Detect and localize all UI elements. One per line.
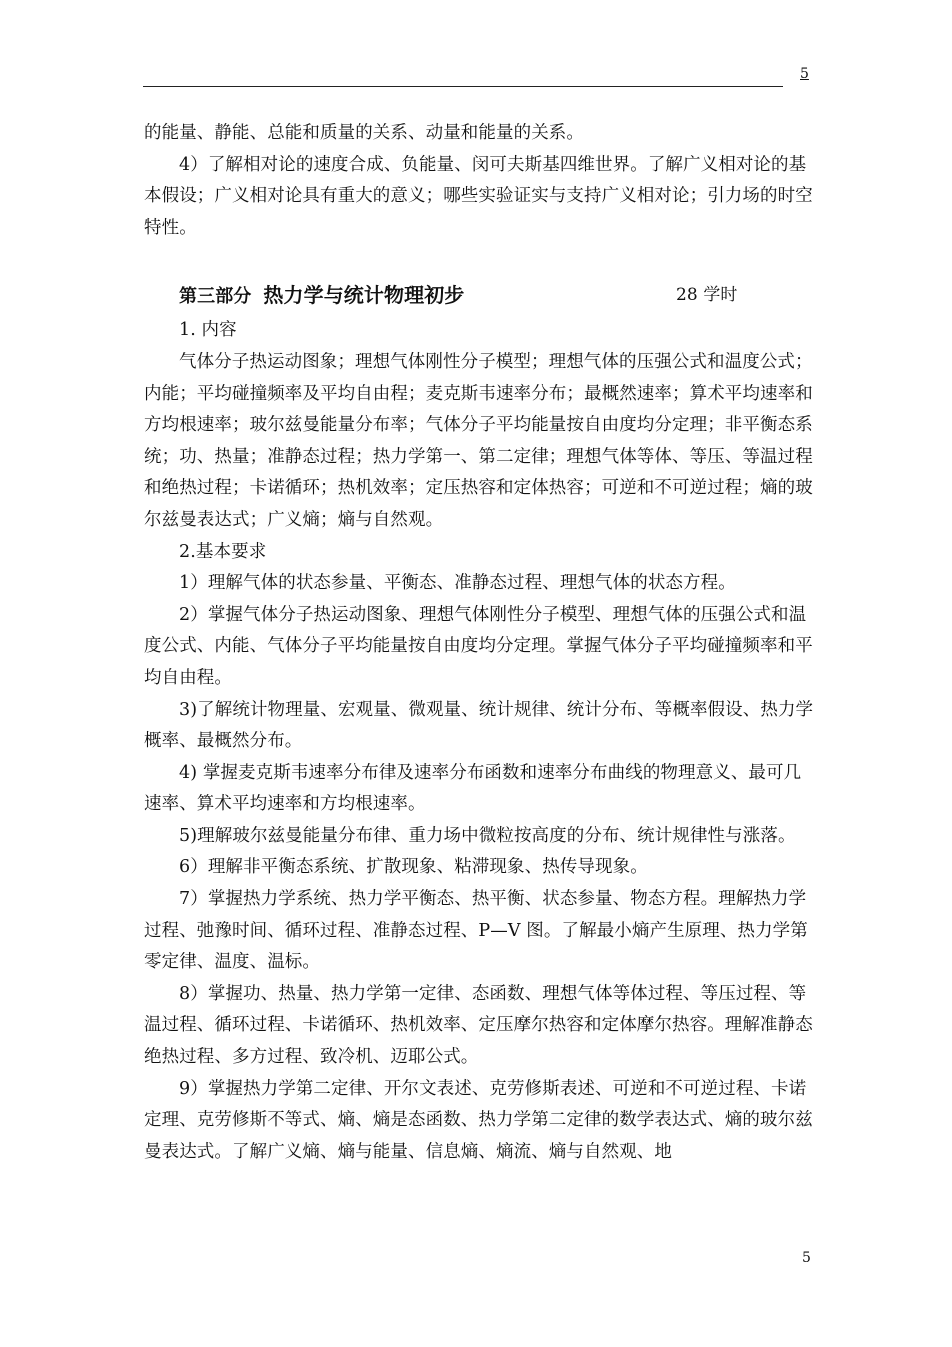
- section-part-label: 第三部分: [179, 286, 252, 308]
- paragraph: 2.基本要求: [179, 541, 267, 562]
- paragraph: 1. 内容: [179, 320, 237, 341]
- paragraph: 5)理解玻尔兹曼能量分布律、重力场中微粒按高度的分布、统计规律性与涨落。: [179, 825, 796, 846]
- paragraph: 7）掌握热力学系统、热力学平衡态、热平衡、状态参量、物态方程。理解热力学过程、弛豫时间、循环过程、准静态过程、P—V 图。了解最小熵产生原理、热力学第零定律、温度、温标。: [144, 889, 808, 973]
- paragraph: 4) 掌握麦克斯韦速率分布律及速率分布函数和速率分布曲线的物理意义、最可几速率、算术平均速率和方均根速率。: [144, 762, 802, 815]
- paragraph: 气体分子热运动图象；理想气体刚性分子模型；理想气体的压强公式和温度公式；内能；平均碰撞频率及平均自由程；麦克斯韦速率分布；最概然速率；算术平均速率和方均根速率；玻尔兹曼能量分布率；气体分子平均能量按自由度均分定理；非平衡态系统；功、热量；准静态过程；热力学第一、第二定律；理想气体等体、等压、等温过程和绝热过程；卡诺循环；热机效率；定压热容和定体热容；可逆和不可逆过程；熵的玻尔兹曼表达式；广义熵；熵与自然观。: [144, 351, 813, 530]
- page-body: [144, 118, 814, 1168]
- paragraph: 8）掌握功、热量、热力学第一定律、态函数、理想气体等体过程、等压过程、等温过程、循环过程、卡诺循环、热机效率、定压摩尔热容和定体摩尔热容。理解准静态绝热过程、多方过程、致冷机、迈耶公式。: [144, 983, 813, 1068]
- footer-page-number: 5: [802, 1250, 811, 1266]
- paragraph: 6）理解非平衡态系统、扩散现象、粘滞现象、热传导现象。: [179, 857, 648, 878]
- section-heading: [144, 280, 814, 314]
- paragraph: 9）掌握热力学第二定律、开尔文表述、克劳修斯表述、可逆和不可逆过程、卡诺定理、克劳修斯不等式、熵、熵是态函数、热力学第二定律的数学表达式、熵的玻尔兹曼表达式。了解广义熵、熵与能量、信息熵、熵流、熵与自然观、地: [144, 1078, 813, 1162]
- section-hours: 28 学时: [676, 285, 738, 306]
- header-rule: [143, 86, 783, 87]
- paragraph: 1）理解气体的状态参量、平衡态、准静态过程、理想气体的状态方程。: [179, 573, 736, 594]
- paragraph: 的能量、静能、总能和质量的关系、动量和能量的关系。: [144, 123, 584, 143]
- header-page-number: 5: [800, 66, 809, 82]
- paragraph: 2）掌握气体分子热运动图象、理想气体刚性分子模型、理想气体的压强公式和温度公式、内能、气体分子平均能量按自由度均分定理。掌握气体分子平均碰撞频率和平均自由程。: [144, 604, 813, 688]
- paragraph: 4）了解相对论的速度合成、负能量、闵可夫斯基四维世界。了解广义相对论的基本假设；广义相对论具有重大的意义；哪些实验证实与支持广义相对论；引力场的时空特性。: [144, 154, 813, 238]
- section-title: [179, 283, 465, 308]
- paragraph: 3)了解统计物理量、宏观量、微观量、统计规律、统计分布、等概率假设、热力学概率、最概然分布。: [144, 699, 814, 752]
- section-title-text: 热力学与统计物理初步: [263, 283, 465, 308]
